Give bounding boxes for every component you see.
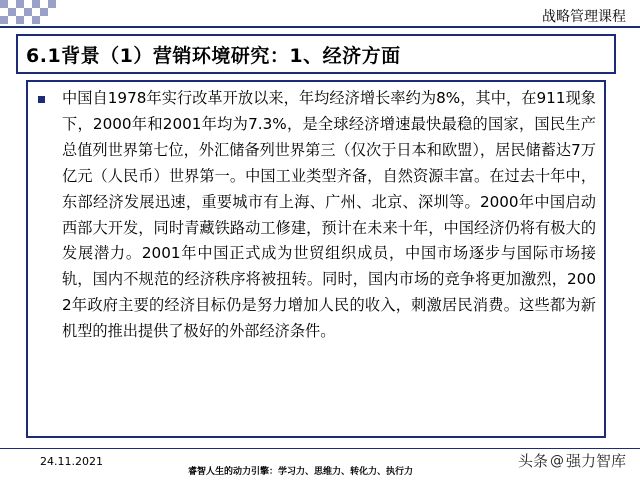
slide-title: 6.1背景（1）营销环境研究：1、经济方面: [26, 44, 401, 67]
footer-rule: [0, 448, 640, 449]
course-title: 战略管理课程: [542, 9, 626, 25]
slide-title-box: [16, 34, 616, 74]
slide-date: 24.11.2021: [40, 455, 103, 468]
header-rule: [0, 26, 640, 28]
square-bullet-icon: [38, 96, 45, 103]
footer-motto: 睿智人生的动力引擎：学习力、思维力、转化力、执行力: [188, 467, 414, 477]
content-box: [26, 80, 606, 438]
watermark-name: 强力智库: [565, 452, 626, 470]
watermark-at: @: [549, 452, 564, 469]
watermark: [518, 450, 626, 471]
body-paragraph: 中国自1978年实行改革开放以来，年均经济增长率约为8%，其中，在911现象下，2000年和2001年均为7.3%，是全球经济增速最快最稳的国家，国民生产总值列世界第七位，外汇储备列世界第三（仅次于日本和欧盟），居民储蓄达7万亿元（人民币）世界第一。中国工业类型齐备，自然资源丰富。在过去十年中，东部经济发展迅速，重要城市有上海、广州、北京、深圳等。2000年中国启动西部大开发，同时青藏铁路动工修建，预计在未来十年，中国经济仍将有极大的发展潜力。2001年中国正式成为世贸组织成员，中国市场逐步与国际市场接轨，国内不规范的经济秩序将被扭转。同时，国内市场的竞争将更加激烈，2002年政府主要的经济目标仍是努力增加人民的收入，刺激居民消费。这些都为新机型的推出提供了极好的外部经济条件。: [62, 89, 596, 341]
watermark-prefix: 头条: [517, 452, 548, 470]
